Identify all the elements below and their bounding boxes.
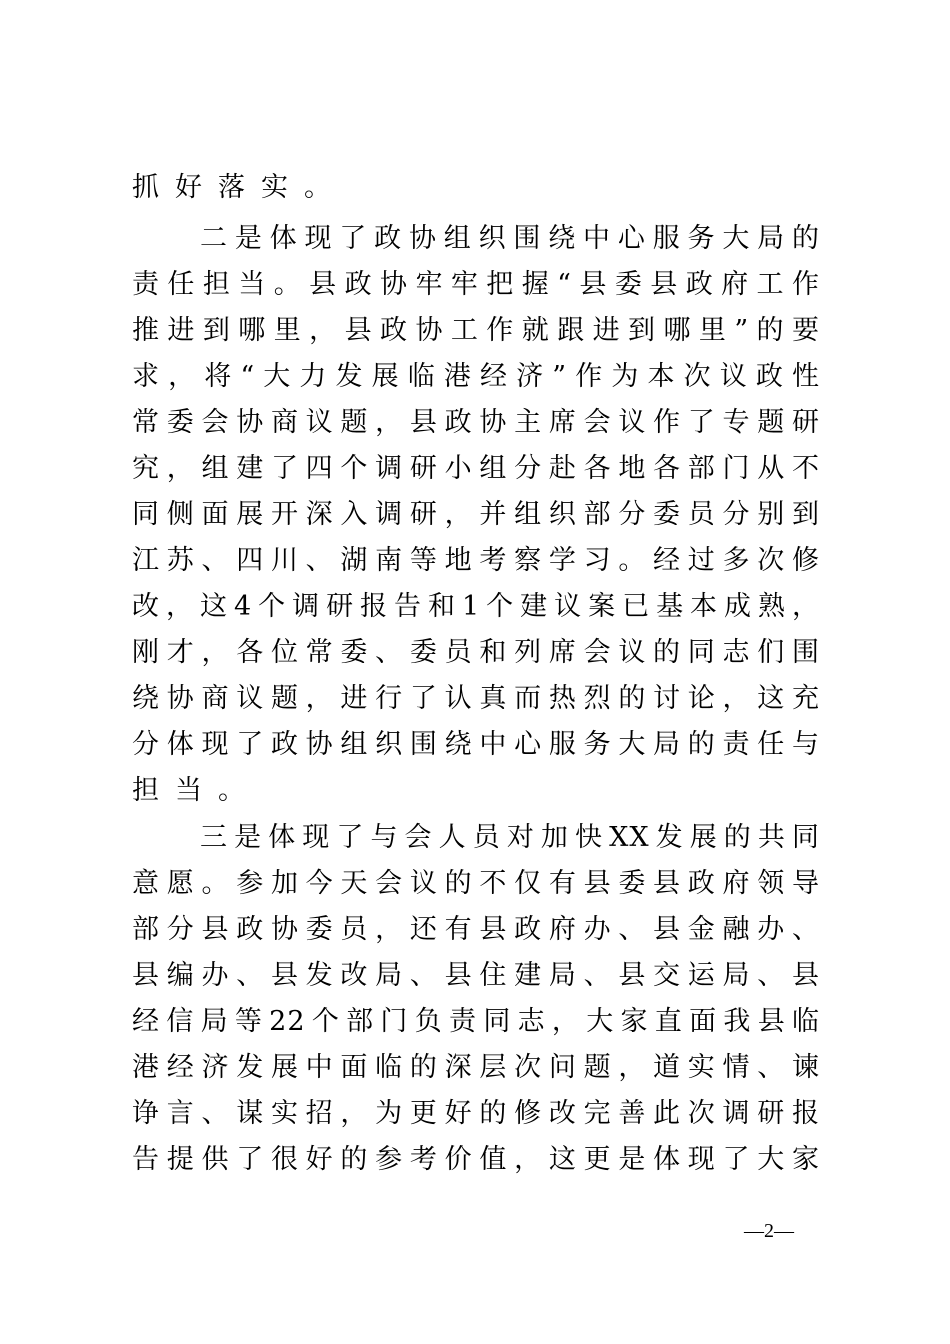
page-number: —2— bbox=[744, 1220, 794, 1242]
paragraph-line: 二是体现了政协组织围绕中心服务大局的 bbox=[200, 223, 820, 254]
paragraph-line: 常委会协商议题，县政协主席会议作了专题研 bbox=[132, 407, 820, 438]
paragraph-line: 部分县政协委员，还有县政府办、县金融办、 bbox=[132, 914, 820, 945]
paragraph-line: 刚才，各位常委、委员和列席会议的同志们围 bbox=[132, 637, 820, 668]
paragraph-line: 担当。 bbox=[132, 775, 261, 806]
paragraph-line: 改，这4个调研报告和1个建议案已基本成熟， bbox=[132, 591, 820, 622]
paragraph-line: 抓好落实。 bbox=[132, 172, 347, 203]
paragraph-line: 港经济发展中面临的深层次问题，道实情、谏 bbox=[132, 1052, 820, 1083]
paragraph-line: 推进到哪里，县政协工作就跟进到哪里”的要 bbox=[132, 315, 820, 346]
paragraph-line: 同侧面展开深入调研，并组织部分委员分别到 bbox=[132, 499, 820, 530]
paragraph-line: 求，将“大力发展临港经济”作为本次议政性 bbox=[132, 361, 820, 392]
paragraph-line: 经信局等22个部门负责同志，大家直面我县临 bbox=[132, 1006, 820, 1037]
paragraph-line: 三是体现了与会人员对加快XX发展的共同 bbox=[200, 822, 820, 853]
paragraph-line: 告提供了很好的参考价值，这更是体现了大家 bbox=[132, 1144, 820, 1175]
paragraph-line: 江苏、四川、湖南等地考察学习。经过多次修 bbox=[132, 545, 820, 576]
paragraph-line: 意愿。参加今天会议的不仅有县委县政府领导 bbox=[132, 868, 820, 899]
paragraph-line: 分体现了政协组织围绕中心服务大局的责任与 bbox=[132, 729, 820, 760]
paragraph-line: 绕协商议题，进行了认真而热烈的讨论，这充 bbox=[132, 683, 820, 714]
paragraph-line: 县编办、县发改局、县住建局、县交运局、县 bbox=[132, 960, 820, 991]
paragraph-line: 责任担当。县政协牢牢把握“县委县政府工作 bbox=[132, 269, 820, 300]
paragraph-line: 诤言、谋实招，为更好的修改完善此次调研报 bbox=[132, 1098, 820, 1129]
paragraph-line: 究，组建了四个调研小组分赴各地各部门从不 bbox=[132, 453, 820, 484]
